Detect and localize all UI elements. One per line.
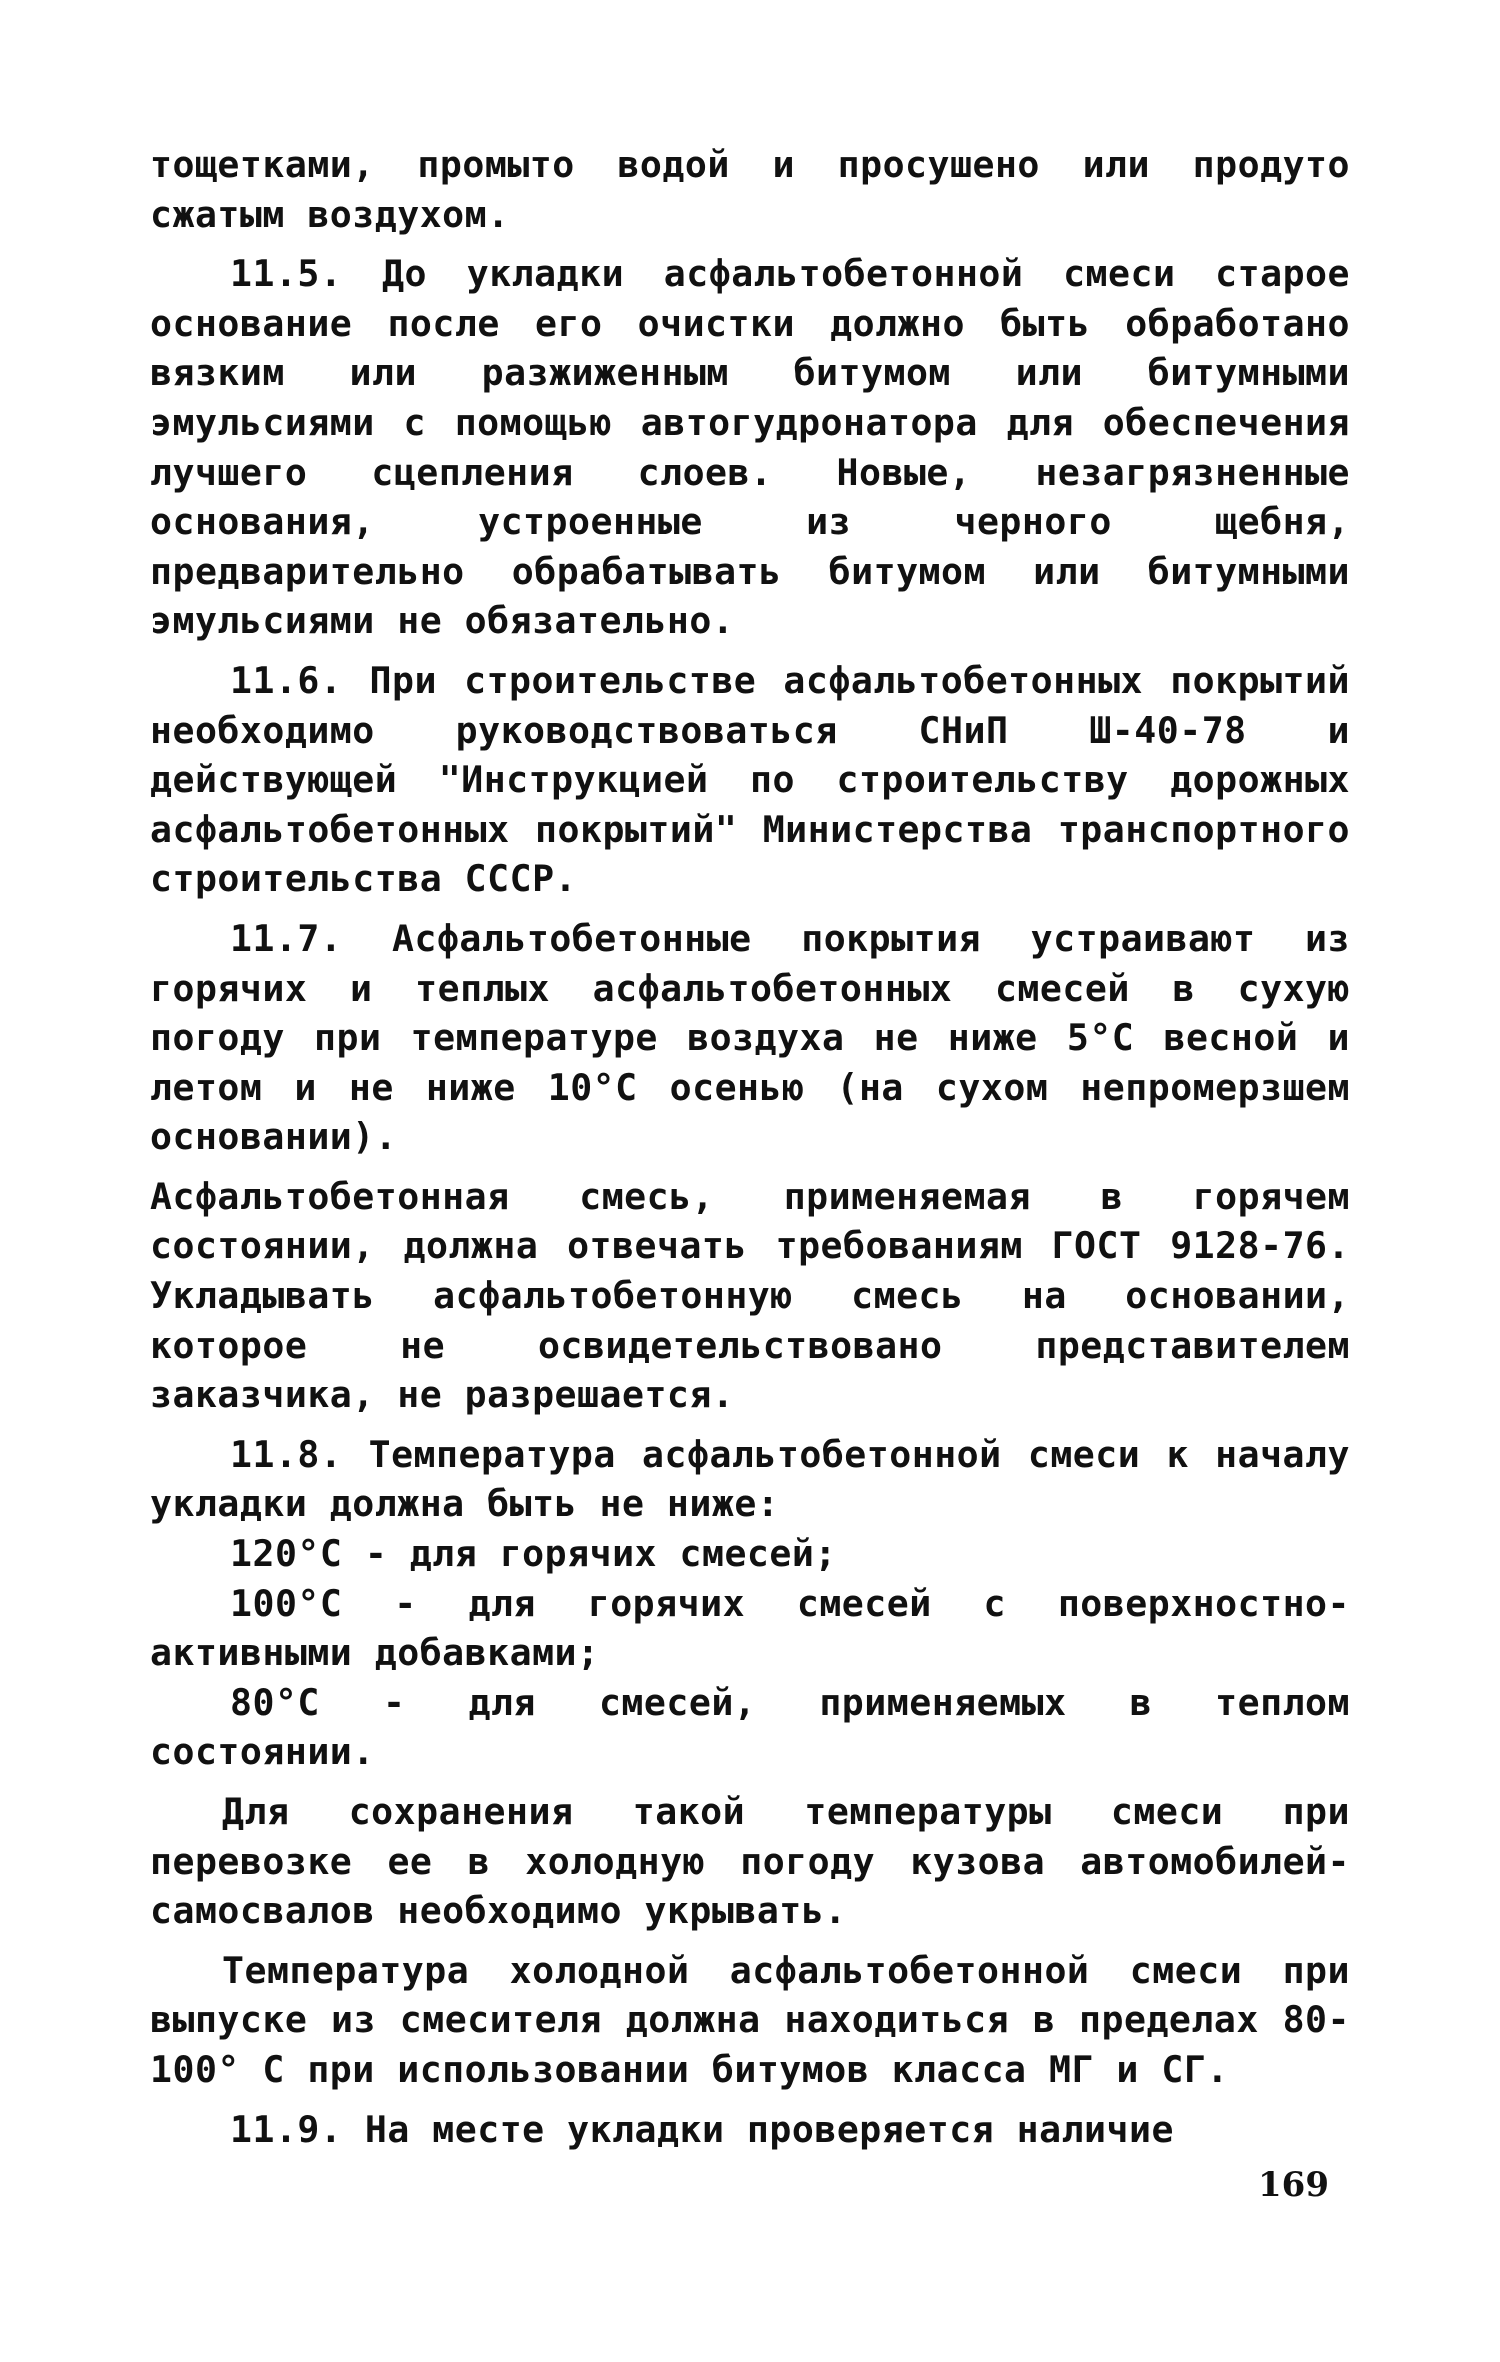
paragraph-asphalt-mix: Асфальтобетонная смесь, применяемая в горячем состоянии, должна отвечать требованиям ГОСТ 9128-76. Укладывать асфальтобетонную смесь на основании, которое не освидетельствовано представителем заказчика, не разрешается. (150, 1174, 1350, 1417)
paragraph-continuation: тощетками, промыто водой и просушено или продуто сжатым воздухом. (150, 143, 1350, 236)
paragraph-11-9: 11.9. На месте укладки проверяется наличие (230, 2107, 1174, 2151)
paragraph-11-8: 11.8. Температура асфальтобетонной смеси к началу укладки должна быть не ниже: (150, 1432, 1350, 1526)
document-page (150, 140, 1350, 2154)
paragraph-cold-mix: Температура холодной асфальтобетонной смеси при выпуске из смесителя должна находиться в пределах 80-100° С при использовании битумов класса МГ и СГ. (150, 1948, 1350, 2091)
paragraph-11-6: 11.6. При строительстве асфальтобетонных покрытий необходимо руководствоваться СНиП Ш-40-78 и действующей "Инструкцией по строительству дорожных асфальтобетонных покрытий" Министерства транспортного строительства СССР. (150, 658, 1350, 901)
paragraph-11-5: 11.5. До укладки асфальтобетонной смеси старое основание после его очистки должно быть обработано вязким или разжиженным битумом или битумными эмульсиями с помощью автогудронатора для обеспечения лучшего сцепления слоев. Новые, незагрязненные основания, устроенные из черного щебня, предварительно обрабатывать битумом или битумными эмульсиями не обязательно. (150, 252, 1350, 643)
list-item-100: 100°С - для горячих смесей с поверхностно-активными добавками; (150, 1581, 1350, 1675)
page-number: 169 (1258, 2165, 1329, 2205)
list-item-120: 120°С - для горячих смесей; (230, 1532, 837, 1576)
paragraph-11-7: 11.7. Асфальтобетонные покрытия устраивают из горячих и теплых асфальтобетонных смесей в сухую погоду при температуре воздуха не ниже 5°С весной и летом и не ниже 10°С осенью (на сухом непромерзшем основании). (150, 916, 1350, 1159)
paragraph-transport: Для сохранения такой температуры смеси при перевозке ее в холодную погоду кузова автомобилей-самосвалов необходимо укрывать. (150, 1790, 1350, 1933)
list-item-80: 80°С - для смесей, применяемых в теплом состоянии. (150, 1680, 1350, 1774)
